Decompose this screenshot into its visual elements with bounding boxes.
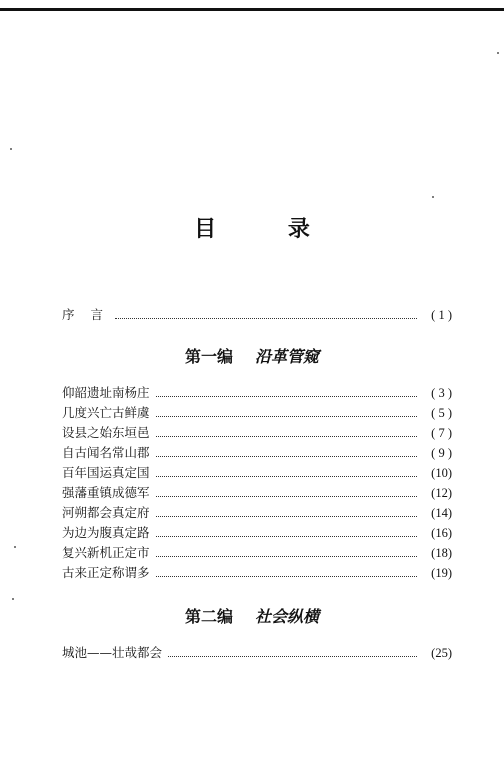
toc-entry-page: ( 1 ) xyxy=(431,308,452,322)
dot-leader xyxy=(156,416,417,417)
scan-speck xyxy=(14,546,16,548)
dot-leader xyxy=(168,656,417,657)
section-name: 社会纵横 xyxy=(255,607,320,626)
toc-entry[interactable] xyxy=(62,564,452,582)
toc-entry-preface[interactable] xyxy=(62,306,452,324)
section-heading-1 xyxy=(0,344,504,367)
toc-entry[interactable] xyxy=(62,644,452,662)
toc-entry-title: 百年国运真定国 xyxy=(62,465,150,480)
dot-leader xyxy=(156,396,417,397)
toc-entry[interactable] xyxy=(62,404,452,422)
toc-entry-page: (10) xyxy=(431,466,452,480)
section-heading-2 xyxy=(0,604,504,627)
toc-entry-page: ( 9 ) xyxy=(431,446,452,460)
toc-entry-page: (16) xyxy=(431,526,452,540)
dot-leader xyxy=(156,456,417,457)
toc-entry[interactable] xyxy=(62,384,452,402)
toc-entry-title: 古来正定称谓多 xyxy=(62,565,150,580)
toc-entry-title: 复兴新机正定市 xyxy=(62,545,150,560)
toc-entry[interactable] xyxy=(62,524,452,542)
section-number: 第一编 xyxy=(184,347,233,366)
toc-entry-page: (25) xyxy=(431,646,452,660)
toc-entry[interactable] xyxy=(62,544,452,562)
page-title: 目 录 xyxy=(194,217,342,242)
dot-leader xyxy=(156,516,417,517)
dot-leader xyxy=(156,576,417,577)
toc-entry-title: 设县之始东垣邑 xyxy=(62,425,150,440)
toc-entry-page: (19) xyxy=(431,566,452,580)
toc-entry-title: 强藩重镇成德军 xyxy=(62,485,150,500)
scan-speck xyxy=(10,148,12,150)
toc-entry-page: (14) xyxy=(431,506,452,520)
toc-entry-page: ( 5 ) xyxy=(431,406,452,420)
scan-speck xyxy=(12,598,14,600)
dot-leader xyxy=(156,436,417,437)
dot-leader xyxy=(115,318,417,319)
scan-speck xyxy=(497,52,499,54)
toc-entry-page: (18) xyxy=(431,546,452,560)
dot-leader xyxy=(156,536,417,537)
section-number: 第二编 xyxy=(184,607,233,626)
toc-entry[interactable] xyxy=(62,464,452,482)
toc-entry-title: 仰韶遗址南杨庄 xyxy=(62,385,150,400)
section-name: 沿革管窥 xyxy=(255,347,320,366)
toc-entry[interactable] xyxy=(62,444,452,462)
dot-leader xyxy=(156,556,417,557)
toc-entry-title: 序 言 xyxy=(62,307,109,322)
toc-entry-title: 自古闻名常山郡 xyxy=(62,445,150,460)
scan-speck xyxy=(432,196,434,198)
toc-entry[interactable] xyxy=(62,504,452,522)
toc-entry-page: ( 7 ) xyxy=(431,426,452,440)
toc-entry-title: 城池——壮哉都会 xyxy=(62,645,163,660)
toc-entry-page: ( 3 ) xyxy=(431,386,452,400)
toc-entry-title: 为边为腹真定路 xyxy=(62,525,150,540)
dot-leader xyxy=(156,496,417,497)
toc-entry[interactable] xyxy=(62,424,452,442)
toc-entry-page: (12) xyxy=(431,486,452,500)
dot-leader xyxy=(156,476,417,477)
toc-entry-title: 几度兴亡古鲜虞 xyxy=(62,405,150,420)
toc-entry[interactable] xyxy=(62,484,452,502)
toc-entry-title: 河朔都会真定府 xyxy=(62,505,150,520)
top-rule xyxy=(0,8,504,11)
